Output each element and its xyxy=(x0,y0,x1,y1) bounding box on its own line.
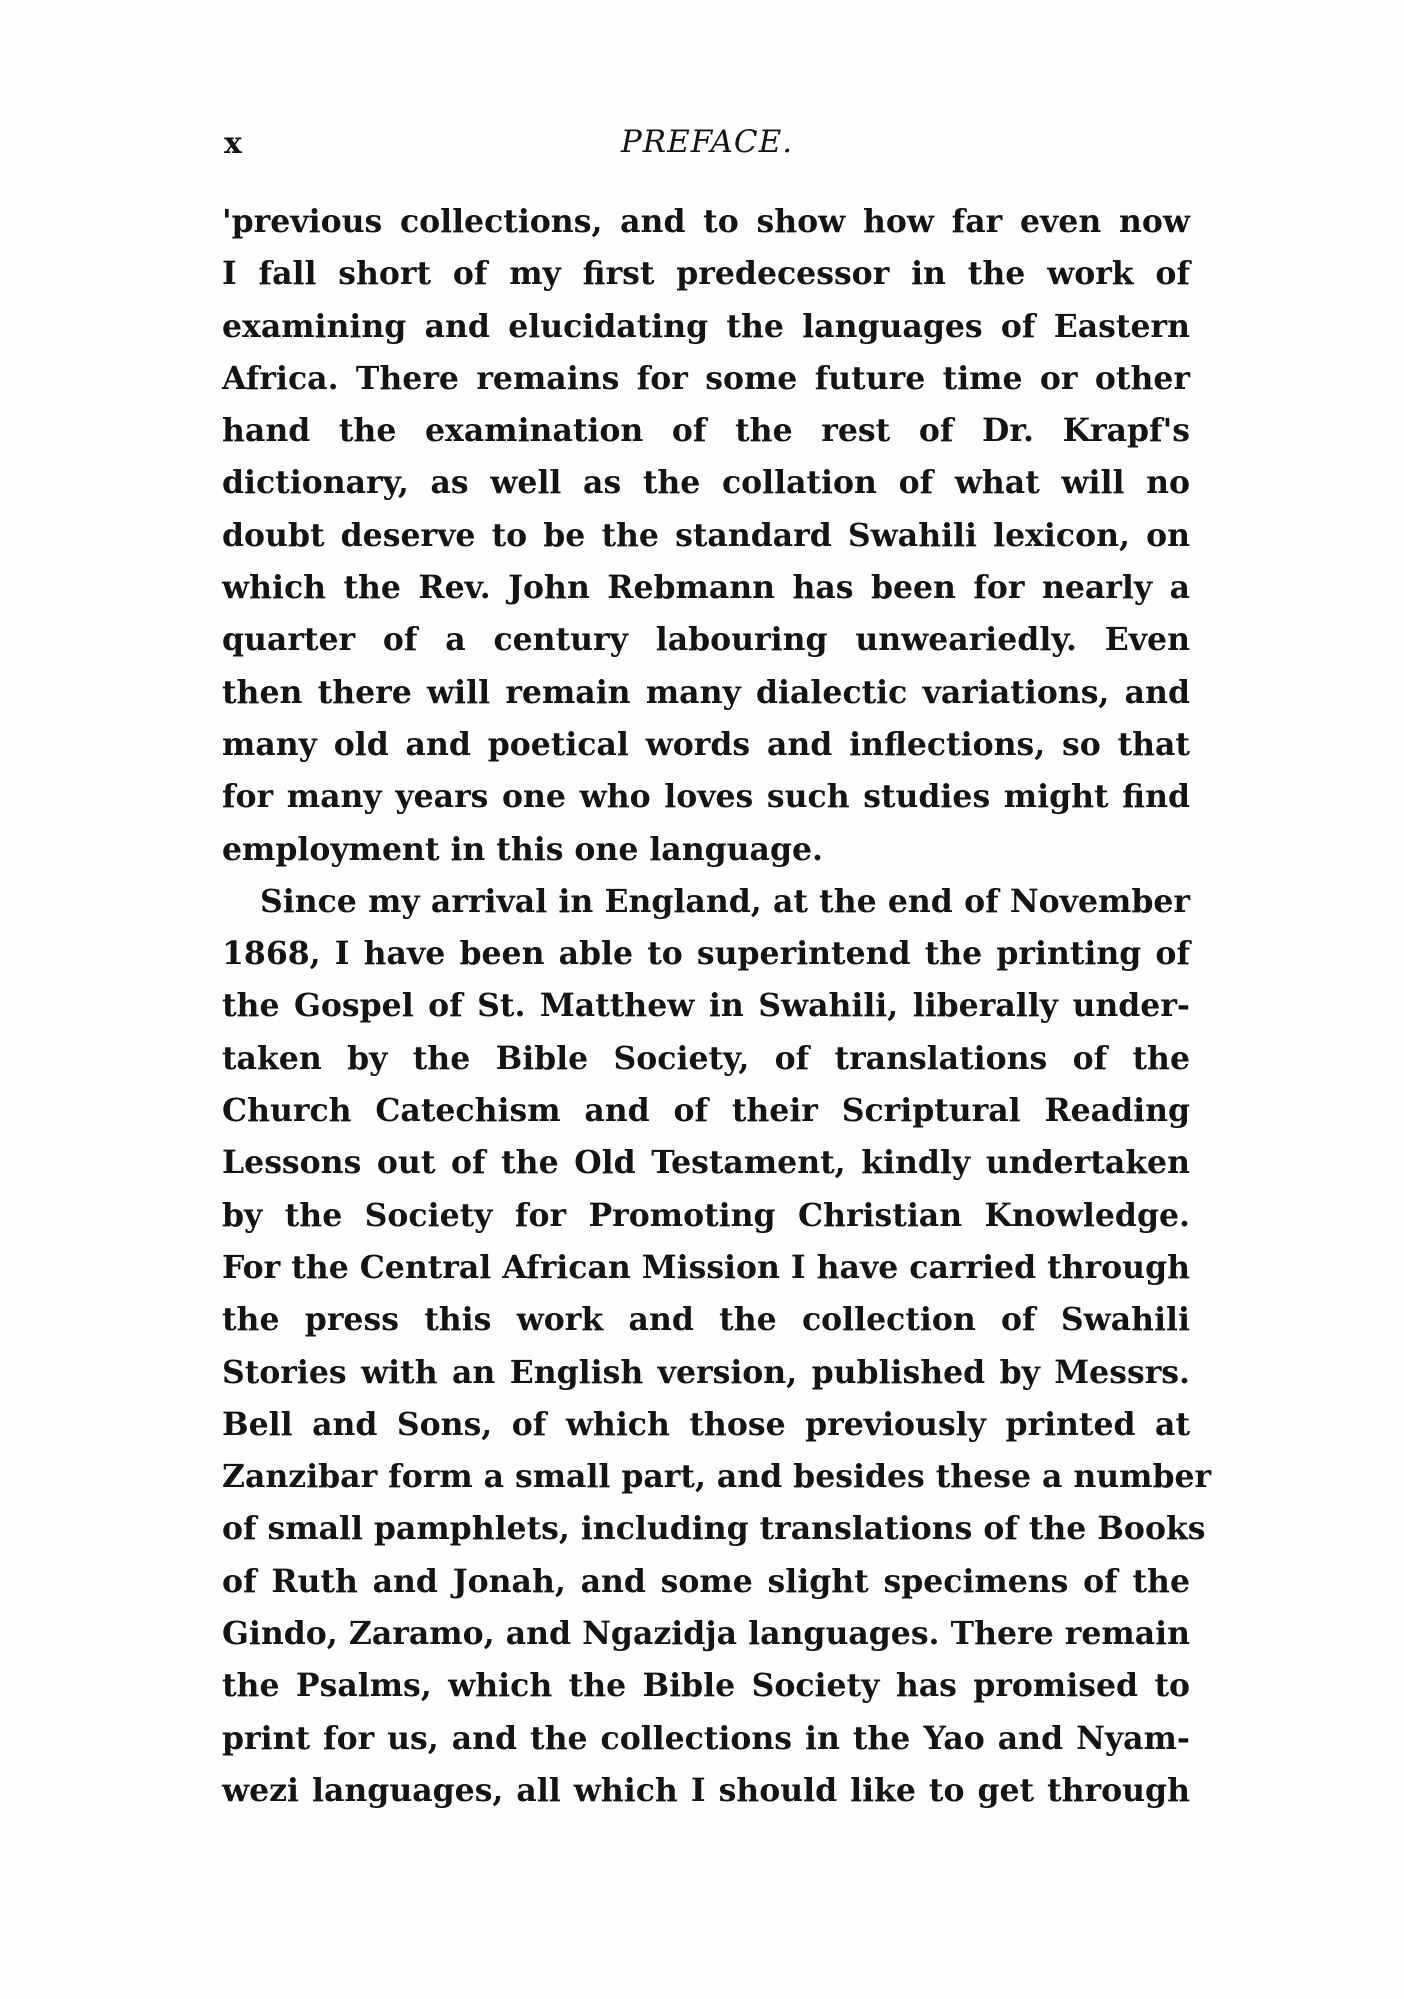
text-line: Lessons out of the Old Testament, kindly undertaken xyxy=(222,1144,1190,1182)
text-line: Gindo, Zaramo, and Ngazidja languages. There remain xyxy=(222,1615,1190,1653)
text-line: For the Central African Mission I have carried through xyxy=(222,1248,1190,1286)
text-line: the Gospel of St. Matthew in Swahili, liberally under- xyxy=(222,987,1190,1025)
text-line: then there will remain many dialectic variations, and xyxy=(222,673,1190,711)
text-line: I fall short of my first predecessor in the work of xyxy=(222,255,1190,293)
text-line: of Ruth and Jonah, and some slight specimens of the xyxy=(222,1562,1190,1600)
text-line: wezi languages, all which I should like to get through xyxy=(222,1771,1190,1809)
page-header xyxy=(224,120,1190,168)
text-line: Zanzibar form a small part, and besides these a number xyxy=(222,1458,1212,1496)
text-line: Since my arrival in England, at the end of November xyxy=(260,882,1190,920)
text-line: Bell and Sons, of which those previously printed at xyxy=(222,1405,1190,1443)
text-line: Africa. There remains for some future time or other xyxy=(222,359,1190,397)
text-line: for many years one who loves such studies might find xyxy=(222,778,1190,816)
text-line: dictionary, as well as the collation of what will no xyxy=(222,464,1190,502)
text-line: taken by the Bible Society, of translations of the xyxy=(222,1039,1190,1077)
body-text xyxy=(222,196,1212,1817)
text-line: the press this work and the collection of Swahili xyxy=(222,1301,1190,1339)
text-line: by the Society for Promoting Christian Knowledge. xyxy=(222,1196,1190,1234)
text-line: hand the examination of the rest of Dr. Krapf's xyxy=(222,412,1190,450)
page-number: x xyxy=(224,126,242,161)
text-line: which the Rev. John Rebmann has been for nearly a xyxy=(222,569,1190,607)
paragraph xyxy=(222,196,1190,876)
text-line: the Psalms, which the Bible Society has promised to xyxy=(222,1667,1190,1705)
text-line: many old and poetical words and inflections, so that xyxy=(222,725,1190,763)
text-line: examining and elucidating the languages of Eastern xyxy=(222,307,1190,345)
text-line: employment in this one language. xyxy=(222,830,823,868)
text-line: print for us, and the collections in the Yao and Nyam- xyxy=(222,1719,1190,1757)
text-line: 1868, I have been able to superintend the printing of xyxy=(222,935,1190,973)
text-line: of small pamphlets, including translations of the Books xyxy=(222,1510,1206,1548)
text-line: 'previous collections, and to show how far even now xyxy=(222,203,1190,240)
text-line: Stories with an English version, published by Messrs. xyxy=(222,1353,1190,1391)
text-line: quarter of a century labouring unweariedly. Even xyxy=(222,621,1190,659)
running-title: PREFACE. xyxy=(620,124,794,160)
text-line: doubt deserve to be the standard Swahili lexicon, on xyxy=(222,516,1190,554)
text-line: Church Catechism and of their Scriptural Reading xyxy=(222,1092,1190,1130)
paragraph xyxy=(222,876,1212,1817)
